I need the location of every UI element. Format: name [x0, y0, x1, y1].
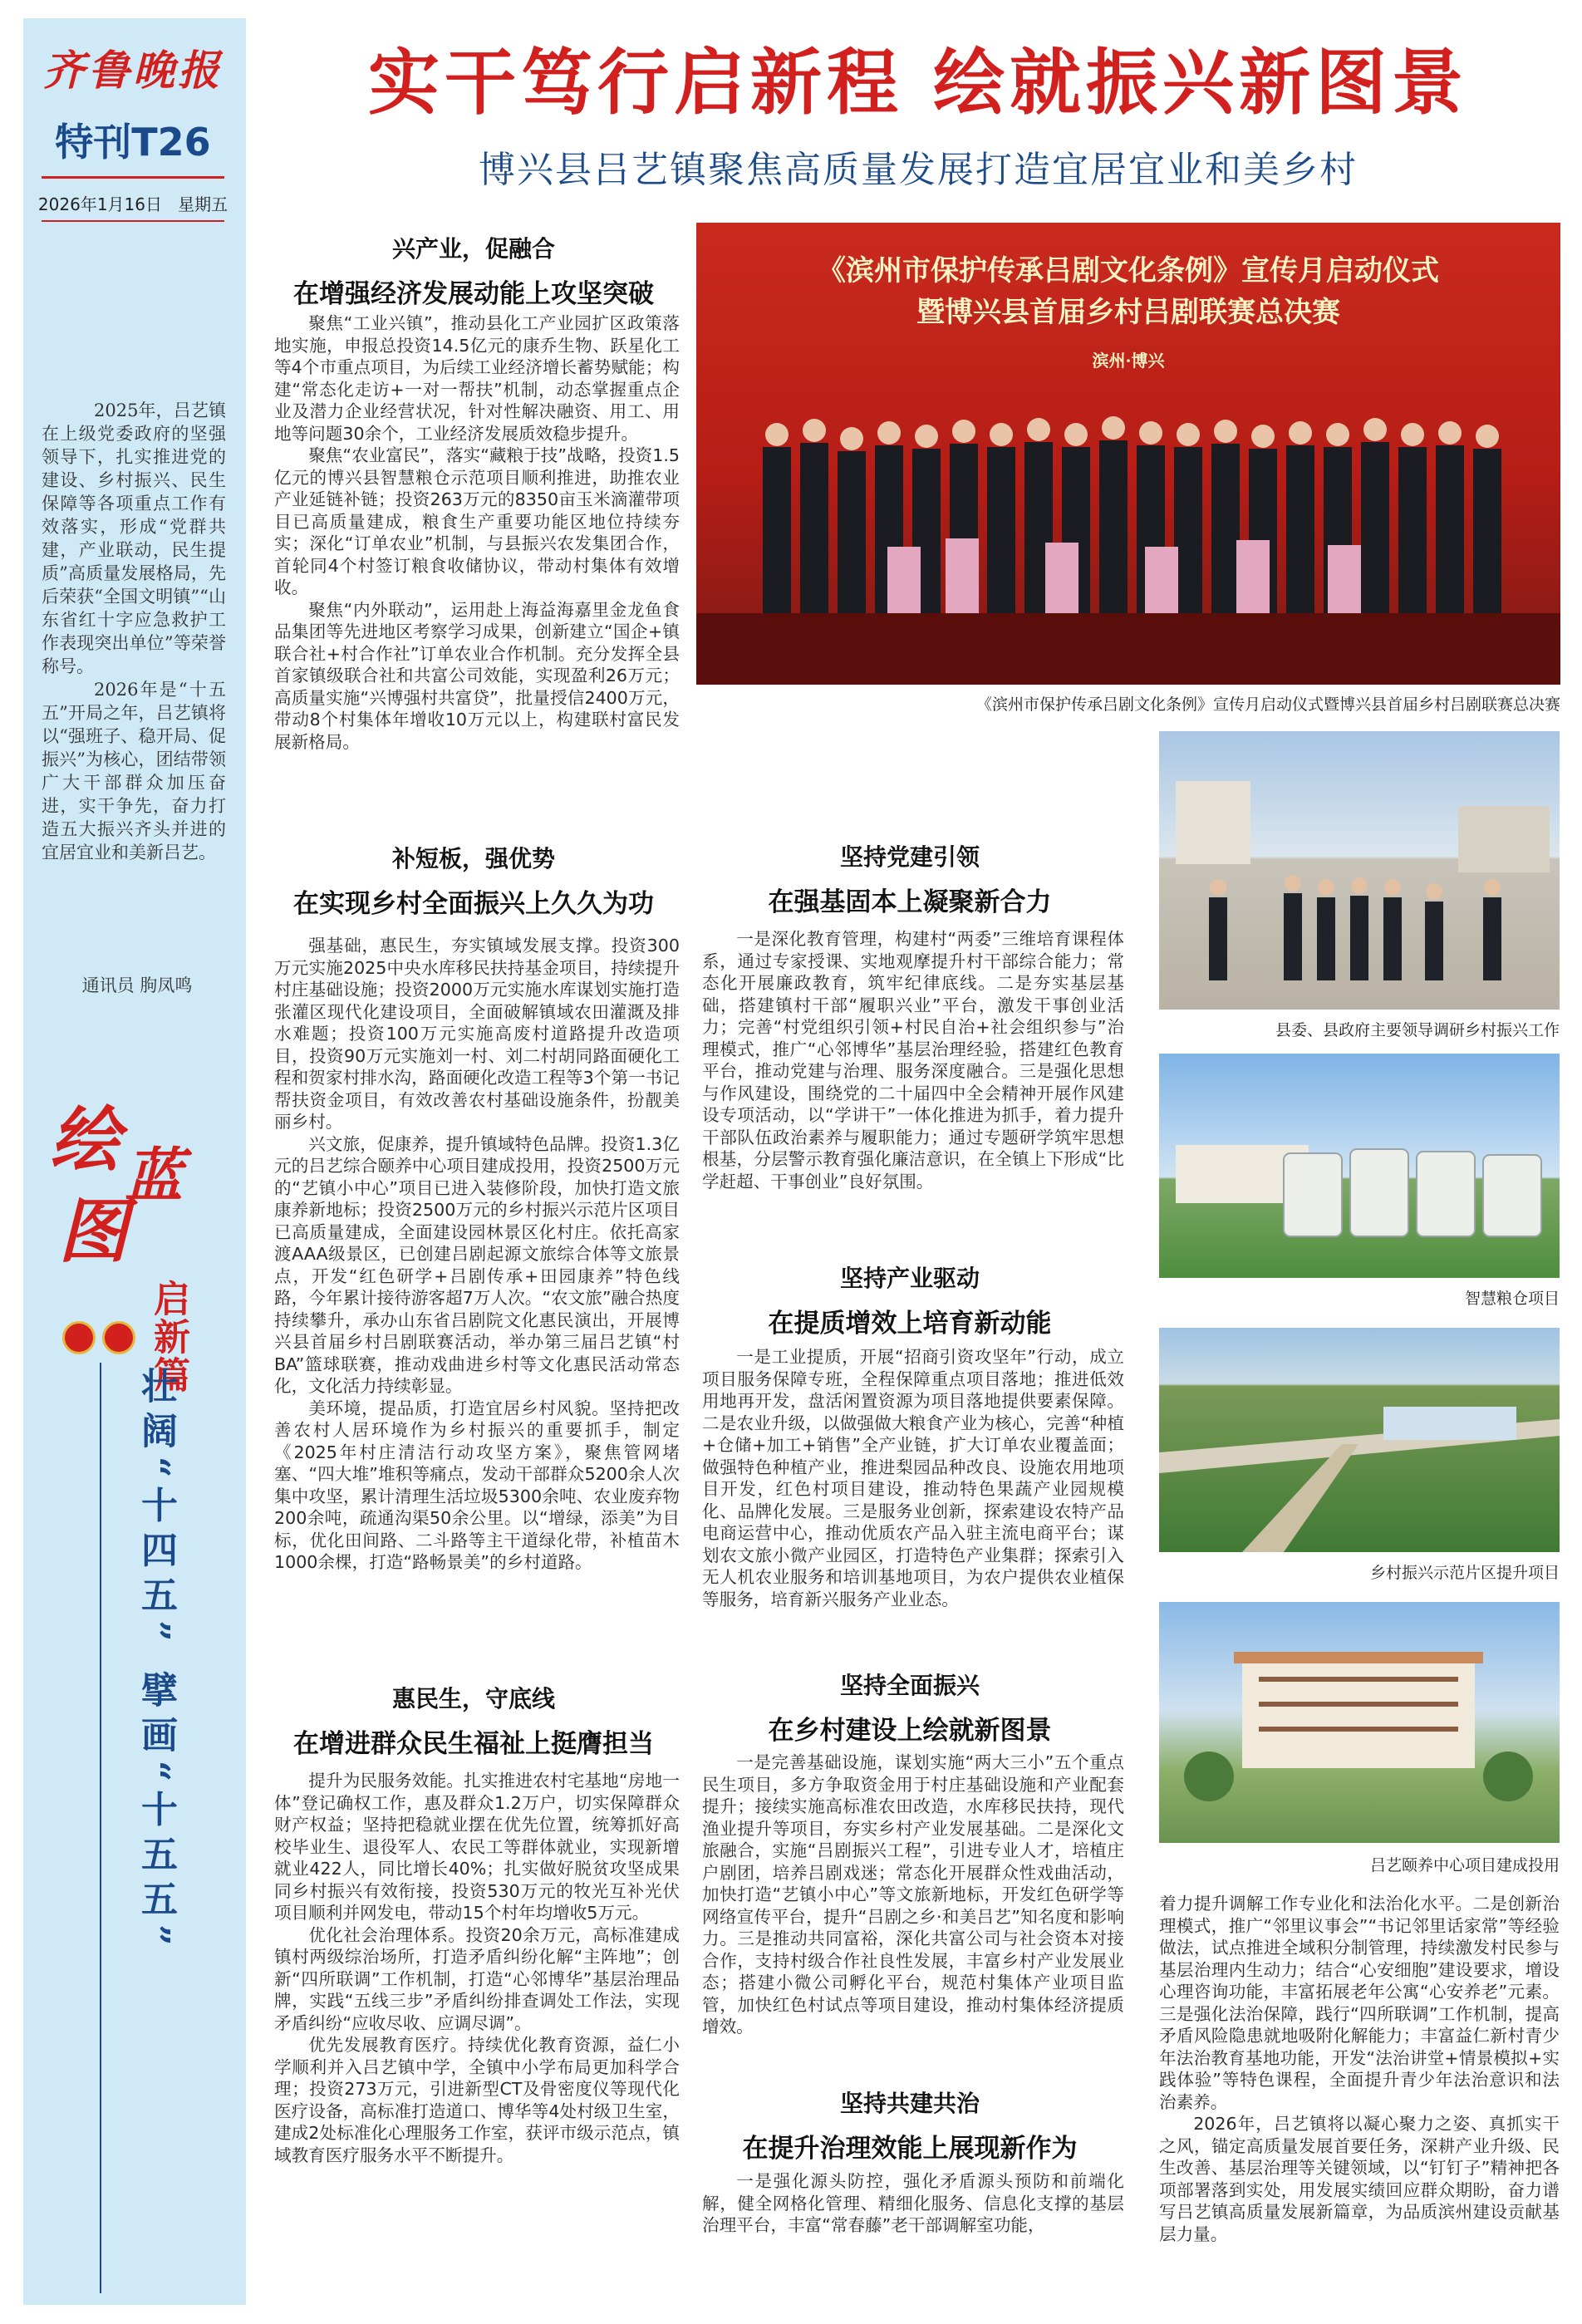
photo-demo-zone [1159, 1328, 1560, 1552]
elderly-center-illustration [1159, 1602, 1560, 1843]
paragraph: 2026年，吕艺镇将以凝心聚力之姿、真抓实干之风，锚定高质量发展首要任务，深耕产业升级、民生改善、基层治理等关键领域，以“钉钉子”精神把各项部署落到实处，用发展实绩回应群众期盼，奋力谱写吕艺镇高质量发展新篇章，为品质滨州建设贡献基层力量。 [1159, 2114, 1560, 2244]
edition-label: 特刊T26 [55, 120, 211, 165]
section-title [274, 1681, 673, 1760]
photo-caption: 乡村振兴示范片区提升项目 [1369, 1564, 1560, 1582]
series-slogan: 壮阔“十四五” 擘画“十五五” [135, 1367, 177, 1954]
demo-zone-illustration [1159, 1328, 1560, 1552]
section-heading: 在乡村建设上绘就新图景 [768, 1716, 1052, 1746]
section-title [702, 1668, 1118, 1747]
right-column-body [1159, 1893, 1560, 2245]
emblems [62, 1321, 135, 1354]
section-heading: 在增强经济发展动能上攻坚突破 [293, 279, 654, 309]
section-kicker: 坚持共建共治 [839, 2090, 980, 2117]
series-title-char: 蓝 [125, 1141, 183, 1210]
photo-banner-line: 暨博兴县首届乡村吕剧联赛总决赛 [916, 296, 1340, 329]
paragraph: 优先发展教育医疗。持续优化教育资源，益仁小学顺利并入吕艺镇中学，全镇中小学布局更加科学合理；投资273万元，引进新型CT及骨密度仪等现代化医疗设备，高标准打造道口、博华等4处村级卫生室，建成2处标准化心理服务工作室，获评市级示范点，镇域教育医疗服务水平不断提升。 [274, 2035, 680, 2165]
section-body [274, 312, 680, 753]
section-kicker: 坚持党建引领 [839, 843, 980, 871]
photo-elderly-center [1159, 1602, 1560, 1843]
dateline [33, 191, 233, 215]
vertical-rule [100, 1363, 101, 2293]
section-title [274, 231, 673, 310]
section-kicker: 坚持全面振兴 [839, 1672, 980, 1699]
photo-granary [1159, 1054, 1560, 1278]
section-title [702, 1260, 1118, 1339]
section-heading: 在实现乡村全面振兴上久久为功 [293, 889, 654, 919]
weekday: 星期五 [178, 194, 228, 214]
divider [42, 176, 224, 179]
series-title-char: 绘 [50, 1098, 120, 1181]
page-headline: 实干笃行启新程 绘就振兴新图景 [368, 41, 1468, 125]
paragraph: 聚焦“工业兴镇”，推动县化工产业园扩区政策落地实施，申报总投资14.5亿元的康乔生物、跃星化工等4个市重点项目，为后续工业经济增长蓄势赋能；构建“常态化走访+一对一帮扶”机制，动态掌握重点企业及潜力企业经营状况，针对性解决融资、用工、用地等问题30余个，工业经济发展质效稳步提升。 [274, 313, 680, 444]
photo-caption: 智慧粮仓项目 [1464, 1290, 1560, 1308]
section-title [274, 841, 673, 920]
section-title [702, 839, 1118, 918]
paragraph: 提升为民服务效能。扎实推进农村宅基地“房地一体”登记确权工作，惠及群众1.2万户，切实保障群众财产权益；坚持把稳就业摆在优先位置，统筹抓好高校毕业生、退役军人、农民工等群体就业，实现新增就业422人，同比增长40%；扎实做好脱贫攻坚成果同乡村振兴有效衔接，投资530万元的牧光互补光伏项目顺利并网发电，带动15个村年均增收5万元。 [274, 1771, 680, 1923]
section-kicker: 惠民生，守底线 [391, 1685, 555, 1712]
section-heading: 在提质增效上培育新动能 [768, 1309, 1052, 1339]
intro-paragraph: 2025年，吕艺镇在上级党委政府的坚强领导下，扎实推进党的建设、乡村振兴、民生保障等各项重点工作有效落实，形成“党群共建，产业联动，民生提质”高质量发展格局，先后荣获“全国文明镇”“山东省红十字应急救护工作表现突出单位”等荣誉称号。 [42, 400, 226, 676]
paragraph: 强基础，惠民生，夯实镇域发展支撑。投资300万元实施2025中央水库移民扶持基金项目，持续提升村庄基础设施；投资2000万元实施水库谋划实施打造张灌区现代化建设项目，全面破解镇域农田灌溉及排水难题；投资100万元实施高废村道路提升改造项目，投资90万元实施刘一村、刘二村胡同路面硬化工程和贺家村排水沟，路面硬化改造工程等3个第一书记帮扶资金项目，有效改善农村基础设施条件，扮靓美丽乡村。 [274, 936, 680, 1132]
paragraph: 一是深化教育管理，构建村“两委”三维培育课程体系，通过专家授课、实地观摩提升村干部综合能力；常态化开展廉政教育，筑牢纪律底线。二是夯实基层基础，搭建镇村干部“履职兴业”平台，激发干事创业活力；完善“村党组织引领+村民自治+社会组织参与”治理模式，推广“心邻博华”基层治理经验，搭建红色教育平台，推动党建与治理、服务深度融合。三是强化思想与作风建设，围绕党的二十届四中全会精神开展作风建设专项活动，以“学讲干”一体化推进为抓手，着力提升干部队伍政治素养与履职能力；通过专题研学筑牢思想根基，分层警示教育强化廉洁意识，在全镇上下形成“比学赶超、干事创业”良好氛围。 [702, 929, 1124, 1191]
section-body [702, 1346, 1124, 1610]
main-photo-caption: 《滨州市保护传承吕剧文化条例》宣传月启动仪式暨博兴县首届乡村吕剧联赛总决赛 [975, 695, 1560, 714]
granary-illustration [1159, 1054, 1560, 1278]
section-body [702, 1752, 1124, 2038]
paragraph: 着力提升调解工作专业化和法治化水平。二是创新治理模式，推广“邻里议事会”“书记邻里话家常”等经验做法，试点推进全域积分制管理，持续激发村民参与基层治理内生动力；结合“心安细胞”建设要求，增设心理咨询功能，丰富拓展老年公寓“心安养老”元素。三是强化法治保障，践行“四所联调”工作机制，提高矛盾风险隐患就地吸附化解能力；丰富益仁新村青少年法治教育基地功能，开发“法治讲堂+情景模拟+实践体验”等特色课程，全面提升青少年法治意识和法治素养。 [1159, 1894, 1560, 2112]
paragraph: 兴文旅，促康养，提升镇域特色品牌。投资1.3亿元的吕艺综合颐养中心项目建成投用，投资2500万元的“艺镇小中心”项目已进入装修阶段，加快打造文旅康养新地标；投资2500万元的乡村振兴示范片区项目已高质量建成，全面建设园林景区化村庄。依托高家渡AAA级景区，已创建吕剧起源文旅综合体等文旅景点，开发“红色研学+吕剧传承+田园康养”特色线路，今年累计接待游客超7万人次。“农文旅”融合热度持续攀升，承办山东省吕剧院文化惠民演出，开展博兴县首届乡村吕剧联赛活动，举办第三届吕艺镇“村BA”篮球联赛，推动戏曲进乡村等文化惠民活动常态化，文化活力持续彰显。 [274, 1133, 680, 1396]
intro-text [42, 399, 226, 864]
photo-banner-line: 《滨州市保护传承吕剧文化条例》宣传月启动仪式 [818, 254, 1439, 287]
section-body [702, 2170, 1124, 2237]
section-heading: 在提升治理效能上展现新作为 [742, 2134, 1078, 2164]
masthead-logo: 齐鲁晚报 [43, 46, 223, 95]
reporter-byline: 通讯员 朐凤鸣 [81, 975, 193, 995]
crowd-illustration [696, 223, 1560, 685]
paragraph: 一是完善基础设施，谋划实施“两大三小”五个重点民生项目，多方争取资金用于村庄基础设施和产业配套提升；接续实施高标准农田改造，水库移民扶持，现代渔业提升等项目，夯实乡村产业发展基础。二是深化文旅融合，实施“吕剧振兴工程”，引进专业人才，培植庄户剧团，培养吕剧戏迷；常态化开展群众性戏曲活动，加快打造“艺镇小中心”等文旅新地标，开发红色研学等网络宣传平台，提升“吕剧之乡·和美吕艺”知名度和影响力。三是推动共同富裕，深化共富公司与社会资本对接合作，支持村级合作社良性发展，丰富乡村产业发展业态；搭建小微公司孵化平台，规范村集体产业项目监管，加快红色村试点等项目建设，推动村集体经济提质增效。 [702, 1752, 1124, 2037]
section-heading: 在增进群众民生福祉上挺膺担当 [293, 1729, 654, 1759]
main-photo [696, 223, 1560, 685]
photo-banner-line: 滨州·博兴 [1092, 351, 1165, 371]
section-kicker: 补短板，强优势 [391, 845, 555, 872]
divider [42, 220, 224, 222]
paragraph: 聚焦“内外联动”，运用赴上海益海嘉里金龙鱼食品集团等先进地区考察学习成果，创新建立“国企+镇联合社+村合作社”订单农业合作机制。充分发挥全县首家镇级联合社和共富公司效能，实现盈利26万元；高质量实施“兴博强村共富贷”，批量授信2400万元，带动8个村集体年增收10万元以上，构建联村富民发展新格局。 [274, 599, 680, 752]
section-heading: 在强基固本上凝聚新合力 [768, 887, 1052, 917]
paragraph: 一是强化源头防控，强化矛盾源头预防和前端化解，健全网格化管理、精细化服务、信息化支撑的基层治理平台，丰富“常春藤”老干部调解室功能， [702, 2171, 1124, 2235]
national-emblem-icon [102, 1321, 135, 1354]
party-emblem-icon [62, 1321, 96, 1354]
series-title-char: 图 [58, 1190, 129, 1272]
date: 2026年1月16日 [37, 194, 162, 214]
section-title [702, 2086, 1118, 2164]
intro-paragraph: 2026年是“十五五”开局之年，吕艺镇将以“强班子、稳开局、促振兴”为核心，团结带领广大干部群众加压奋进，实干争先，奋力打造五大振兴齐头并进的宜居宜业和美新吕艺。 [42, 680, 226, 862]
section-kicker: 兴产业，促融合 [391, 235, 555, 263]
paragraph: 聚焦“农业富民”，落实“藏粮于技”战略，投资1.5亿元的博兴县智慧粮仓示范项目顺利推进，助推农业产业延链补链；投资263万元的8350亩玉米滴灌带项目已高质量建成，粮食生产重要功能区地位持续夯实；深化“订单农业”机制，与县振兴农发集团合作，首轮同4个村签订粮食收储协议，带动村集体有效增收。 [274, 445, 680, 597]
section-kicker: 坚持产业驱动 [839, 1265, 980, 1292]
inspection-illustration [1159, 731, 1560, 1010]
paragraph: 一是工业提质，开展“招商引资攻坚年”行动，成立项目服务保障专班，全程保障重点项目落地；推进低效用地再开发，盘活闲置资源为项目落地提供要素保障。二是农业升级，以做强做大粮食产业为核心，完善“种植+仓储+加工+销售”全产业链，扩大订单农业覆盖面；做强特色种植产业，推进梨园品种改良、设施农用地项目开发，红色村项目建设，推动特色果蔬产业园规模化、品牌化发展。三是服务业创新，探索建设农特产品电商运营中心，推动优质农产品入驻主流电商平台；谋划农文旅小微产业园区，打造特色产业集群；探索引入无人机农业服务和培训基地项目，为农户提供农业植保等服务，培育新兴服务产业业态。 [702, 1347, 1124, 1609]
section-body [274, 1770, 680, 2166]
paragraph: 优化社会治理体系。投资20余万元，高标准建成镇村两级综治场所，打造矛盾纠纷化解“主阵地”；创新“四所联调”工作机制，打造“心邻博华”基层治理品牌，实践“五线三步”矛盾纠纷排查调处工作法，实现矛盾纠纷“应收尽收、应调尽调”。 [274, 1924, 680, 2033]
section-body [274, 935, 680, 1574]
paragraph: 美环境，提品质，打造宜居乡村风貌。坚持把改善农村人居环境作为乡村振兴的重要抓手，制定《2025年村庄清洁行动攻坚方案》，聚焦管网堵塞、“四大堆”堆积等痛点，发动干部群众5200余人次集中攻坚，累计清理生活垃圾5300余吨、农业废弃物200余吨，疏通沟渠50余公里。以“增绿，添美”为目标，优化田间路、二斗路等主干道绿化带，补植苗木1000余棵，打造“路畅景美”的乡村道路。 [274, 1398, 680, 1572]
series-subtitle: 启新篇 [147, 1280, 189, 1394]
section-body [702, 928, 1124, 1192]
photo-inspection [1159, 731, 1560, 1010]
page-subheadline: 博兴县吕艺镇聚焦高质量发展打造宜居宜业和美乡村 [479, 149, 1358, 191]
photo-caption: 县委、县政府主要领导调研乡村振兴工作 [1275, 1021, 1560, 1039]
photo-caption: 吕艺颐养中心项目建成投用 [1369, 1856, 1560, 1874]
